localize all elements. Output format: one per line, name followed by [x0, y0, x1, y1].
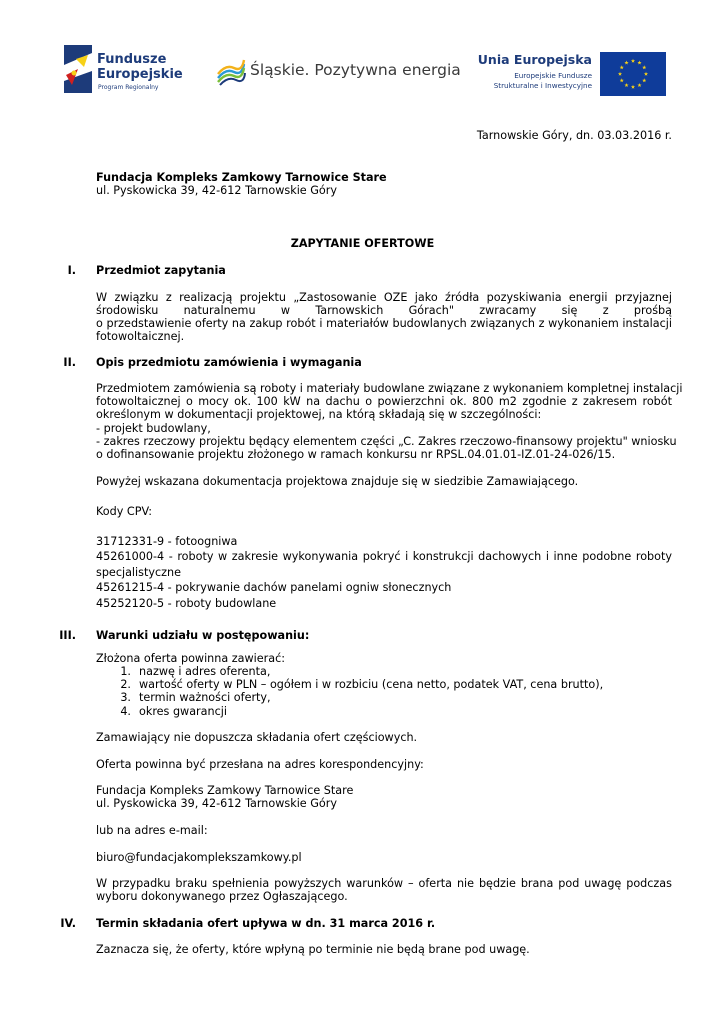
document-date: Tarnowskie Góry, dn. 03.03.2016 r.: [476, 129, 672, 142]
section-3-intro: Złożona oferta powinna zawierać:: [96, 652, 286, 665]
fundusze-logo-line2: Europejskie: [97, 67, 183, 82]
cpv-label: Kody CPV:: [96, 505, 152, 518]
slaskie-logo: [216, 58, 461, 88]
list-item-text: wartość oferty w PLN – ogółem i w rozbiciu (cena netto, podatek VAT, cena brutto),: [139, 678, 604, 691]
list-item-number: 1.: [120, 665, 131, 678]
document-title: ZAPYTANIE OFERTOWE: [290, 237, 435, 250]
section-1-line: W związku z realizacją projektu „Zastosowanie OZE jako źródła pozyskiwania energii przyjaznej: [96, 291, 672, 304]
section-2-line: Przedmiotem zamówienia są roboty i materiały budowlane związane z wykonaniem kompletnej instalacji: [96, 382, 683, 395]
section-3-paragraph: lub na adres e-mail:: [96, 824, 208, 837]
section-1-number: I.: [67, 264, 76, 277]
fundusze-logo-line1: Fundusze: [97, 52, 167, 67]
org-address: ul. Pyskowicka 39, 42-612 Tarnowskie Góry: [96, 184, 337, 197]
list-item-number: 4.: [120, 705, 131, 718]
fundusze-europejskie-emblem-icon: [64, 45, 92, 93]
list-item-number: 2.: [120, 678, 131, 691]
section-2-line: - zakres rzeczowy projektu będący elementem części „C. Zakres rzeczowo-finansowy projektu" wniosku: [96, 435, 677, 448]
fundusze-europejskie-logo: [64, 43, 194, 97]
section-3-paragraph: W przypadku braku spełnienia powyższych warunków – oferta nie będzie brana pod uwagę podczas: [96, 877, 672, 890]
section-2-note: Powyżej wskazana dokumentacja projektowa znajduje się w siedzibie Zamawiającego.: [96, 475, 579, 488]
cpv-item: 31712331-9 - fotoogniwa: [96, 535, 238, 548]
list-item-text: nazwę i adres oferenta,: [139, 665, 271, 678]
section-2-line: fotowoltaicznej o mocy ok. 100 kW na dachu o powierzchni ok. 800 m2 zgodnie z zakresem robót: [96, 395, 672, 408]
ue-logo: [477, 50, 666, 96]
cpv-item: 45261215-4 - pokrywanie dachów panelami ogniw słonecznych: [96, 581, 452, 594]
section-1-line: środowisku naturalnemu w Tarnowskich Górach" zwracamy się z prośbą: [96, 304, 672, 317]
correspondence-address-street: ul. Pyskowicka 39, 42-612 Tarnowskie Góry: [96, 797, 337, 810]
section-3-paragraph: wyboru dokonywanego przez Ogłaszającego.: [96, 890, 348, 903]
section-2-number: II.: [63, 356, 76, 369]
section-1-line: o przedstawienie oferty na zakup robót i materiałów budowlanych związanych z wykonaniem instalacji: [96, 317, 672, 330]
section-4-heading: Termin składania ofert upływa w dn. 31 marca 2016 r.: [96, 917, 436, 930]
eu-flag-icon: [600, 52, 666, 96]
ue-logo-line2: Europejskie Fundusze: [514, 71, 592, 80]
section-2-line: o dofinansowanie projektu złożonego w ramach konkursu nr RPSL.04.01.01-IZ.01-24-026/15.: [96, 448, 616, 461]
ue-logo-line1: Unia Europejska: [477, 52, 592, 67]
slaskie-waves-icon: [216, 58, 246, 86]
section-3-number: III.: [59, 629, 76, 642]
correspondence-address-name: Fundacja Kompleks Zamkowy Tarnowice Stare: [96, 784, 354, 797]
fundusze-logo-line3: Program Regionalny: [98, 84, 159, 91]
list-item-number: 3.: [120, 691, 131, 704]
ue-logo-line3: Strukturalne i Inwestycyjne: [493, 81, 592, 90]
section-1-heading: Przedmiot zapytania: [96, 264, 226, 277]
slaskie-logo-text: Śląskie. Pozytywna energia: [250, 61, 461, 79]
contact-email: biuro@fundacjakomplekszamkowy.pl: [96, 851, 302, 864]
cpv-item: 45261000-4 - roboty w zakresie wykonywania pokryć i konstrukcji dachowych i inne podobne roboty: [96, 550, 672, 563]
section-2-line: określonym w dokumentacji projektowej, na którą składają się w szczególności:: [96, 408, 542, 421]
org-name: Fundacja Kompleks Zamkowy Tarnowice Stare: [96, 171, 387, 184]
section-3-heading: Warunki udziału w postępowaniu:: [96, 629, 310, 642]
section-2-heading: Opis przedmiotu zamówienia i wymagania: [96, 356, 362, 369]
list-item-text: okres gwarancji: [139, 705, 227, 718]
section-3-paragraph: Zamawiający nie dopuszcza składania ofert częściowych.: [96, 731, 418, 744]
section-1-line: fotowoltaicznej.: [96, 330, 185, 343]
section-3-paragraph: Oferta powinna być przesłana na adres korespondencyjny:: [96, 758, 424, 771]
section-4-paragraph: Zaznacza się, że oferty, które wpłyną po terminie nie będą brane pod uwagę.: [96, 943, 530, 956]
section-4-number: IV.: [60, 917, 76, 930]
cpv-item: 45252120-5 - roboty budowlane: [96, 597, 277, 610]
section-2-line: - projekt budowlany,: [96, 422, 211, 435]
cpv-item: specjalistyczne: [96, 566, 181, 579]
list-item-text: termin ważności oferty,: [139, 691, 271, 704]
